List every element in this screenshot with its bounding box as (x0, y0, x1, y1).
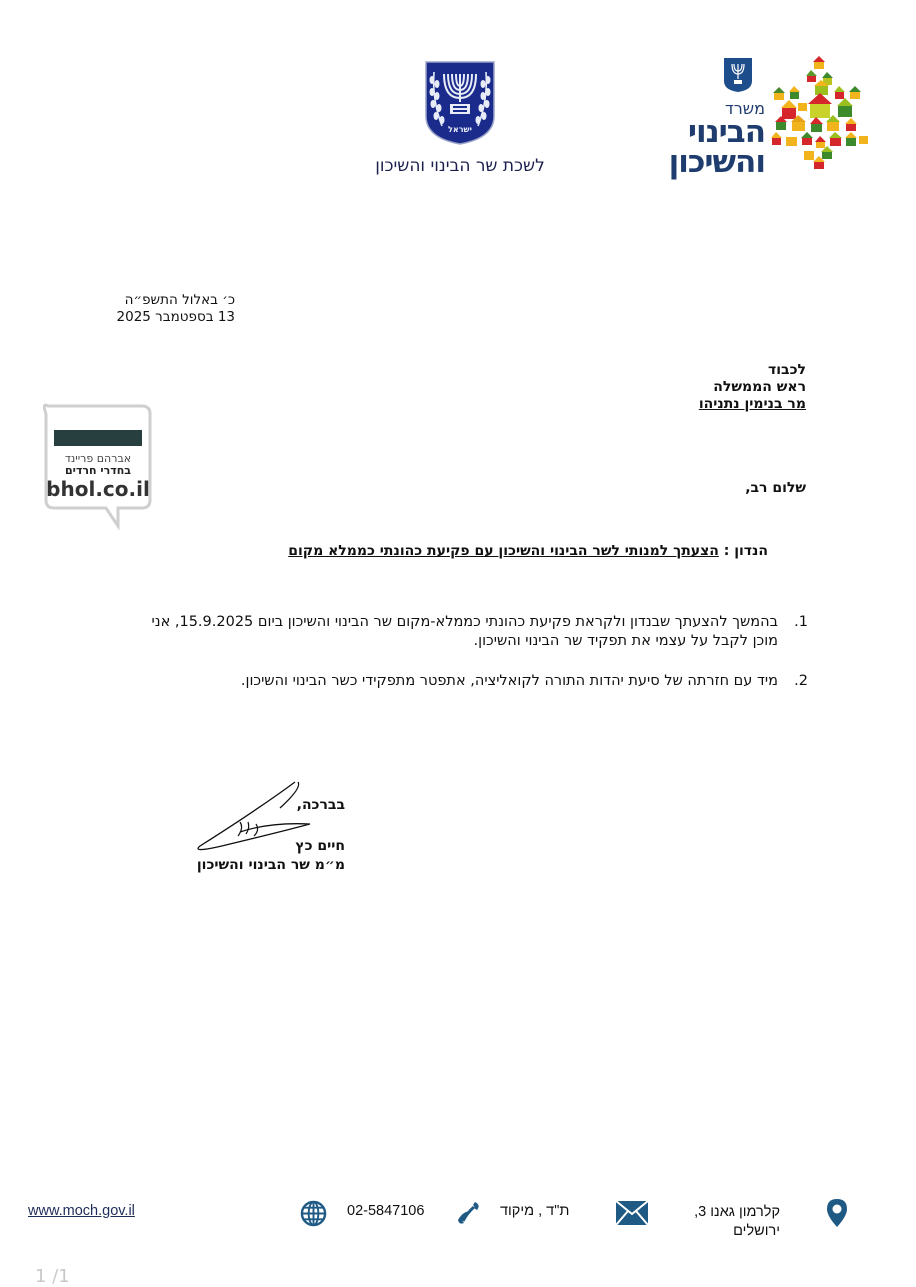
recipient-title: ראש הממשלה (713, 379, 806, 395)
svg-text:bhol.co.il: bhol.co.il (46, 477, 150, 501)
postal-box: ת"ד , מיקוד (500, 1203, 570, 1219)
website-link[interactable]: www.moch.gov.il (28, 1203, 135, 1219)
page-indicator: 1 /1 (35, 1266, 70, 1287)
ministry-logo (655, 55, 870, 180)
state-emblem-icon (424, 60, 496, 146)
svg-text:בחדרי חרדים: בחדרי חרדים (65, 464, 131, 477)
closing-block (175, 796, 345, 875)
recipient-block (699, 362, 806, 413)
recipient-honorific: לכבוד (768, 362, 806, 378)
svg-text:ישראל: ישראל (448, 125, 472, 134)
street-address: קלרמון גאנו 3, ירושלים (694, 1204, 780, 1239)
body-item (138, 613, 808, 651)
svg-text:אברהם פריינד: אברהם פריינד (64, 452, 132, 465)
envelope-icon (616, 1201, 648, 1225)
phone-icon (455, 1199, 483, 1227)
gregorian-date: 13 בספטמבר 2025 (116, 309, 235, 325)
houses-star-icon (770, 55, 870, 170)
ministry-name: משרד הבינוי והשיכון (668, 99, 765, 180)
recipient-name: מר בנימין נתניהו (698, 396, 806, 412)
office-header (360, 60, 560, 176)
subject-text: הצעתך למנותי לשר הבינוי והשיכון עם פקיעת כהונתי כממלא מקום (288, 543, 719, 559)
item-number: 2. (794, 673, 808, 689)
phone-number: 02-5847106 (347, 1203, 425, 1219)
letter-dates (100, 292, 235, 326)
map-pin-icon (826, 1198, 848, 1228)
bhol-watermark (38, 400, 156, 530)
body-item (138, 672, 808, 691)
item-text: בהמשך להצעתך שבנדון ולקראת פקיעת כהונתי כממלא-מקום שר הבינוי והשיכון ביום 15.9.2025, אני מוכן לקבל על עצמי את תפקיד שר הבינוי והשיכון. (151, 614, 778, 649)
item-text: מיד עם חזרתה של סיעת יהדות התורה לקואליציה, אתפטר מתפקידי כשר הבינוי והשיכון. (240, 673, 778, 689)
greeting: שלום רב, (745, 480, 806, 496)
hebrew-date: כ׳ באלול התשפ״ה (124, 292, 235, 308)
letter-footer (0, 1195, 916, 1245)
item-number: 1. (794, 614, 808, 630)
signer-title: מ״מ שר הבינוי והשיכון (196, 857, 345, 873)
globe-icon (300, 1200, 327, 1227)
subject-label: הנדון : (723, 543, 768, 559)
signer-name: חיים כץ (295, 838, 345, 854)
office-title: לשכת שר הבינוי והשיכון (375, 156, 545, 176)
subject-line (288, 543, 768, 559)
closing-regards: בברכה, (296, 797, 345, 813)
state-emblem-small-icon (723, 57, 753, 93)
